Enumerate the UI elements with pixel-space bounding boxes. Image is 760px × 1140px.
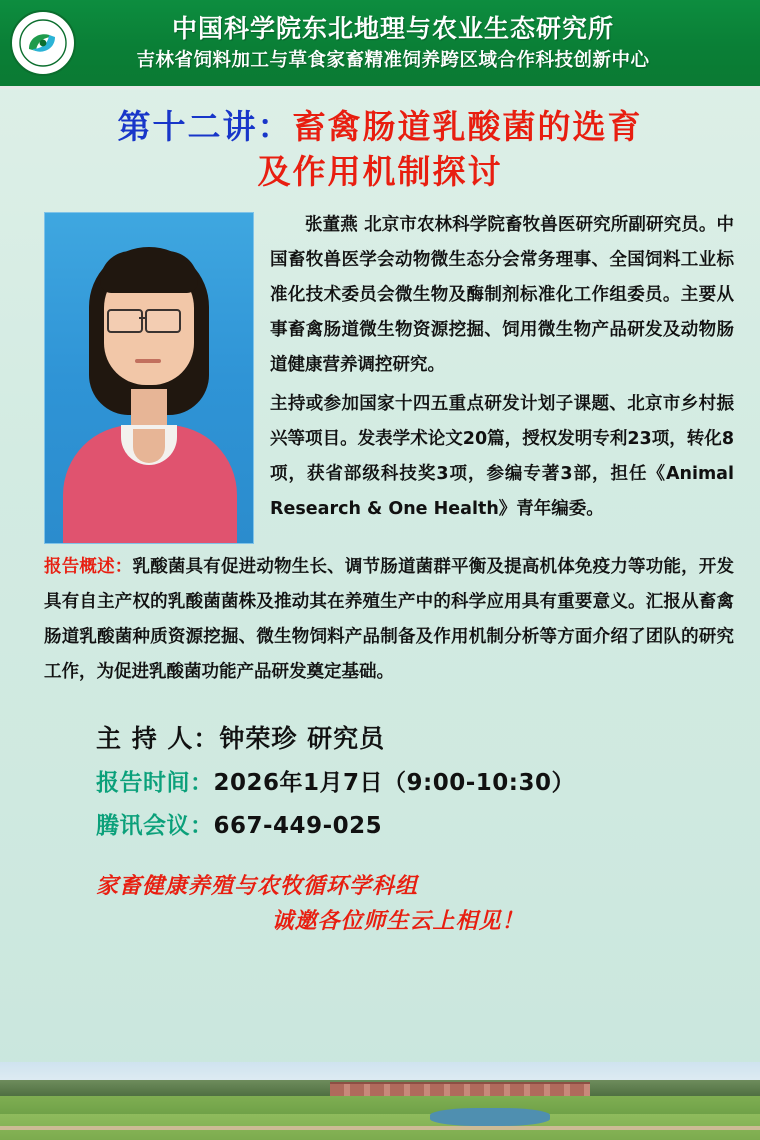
portrait-glasses-left [107, 309, 143, 333]
poster-header [0, 0, 760, 89]
time-row [96, 762, 760, 805]
meta-section [96, 716, 760, 847]
lecture-title [0, 105, 760, 194]
abstract-text: 乳酸菌具有促进动物生长、调节肠道菌群平衡及提高机体免疫力等功能，开发具有自主产权的乳酸菌菌株及推动其在养殖生产中的科学应用具有重要意义。汇报从畜禽肠道乳酸菌种质资源挖掘、微生物饲料产品制备及作用机制分析等方面介绍了团队的研究工作，为促进乳酸菌功能产品研发奠定基础。 [44, 557, 735, 683]
meeting-label: 腾讯会议： [96, 812, 214, 839]
time-value: 2026年1月7日（9:00-10:30） [213, 770, 575, 797]
portrait-glasses-right [145, 309, 181, 333]
research-group-name: 家畜健康养殖与农牧循环学科组 [96, 873, 419, 900]
band-road [0, 1126, 760, 1130]
host-value: 钟荣珍 研究员 [219, 724, 386, 754]
invitation-section [0, 869, 760, 935]
band-pond [430, 1108, 550, 1126]
speaker-section [44, 208, 734, 527]
meeting-id: 667-449-025 [213, 812, 383, 839]
portrait-mouth [135, 359, 161, 363]
band-field-upper [0, 1096, 760, 1116]
abstract-section [44, 550, 734, 690]
title-main-line1: 畜禽肠道乳酸菌的选育 [292, 107, 643, 146]
host-row [96, 716, 760, 762]
host-label: 主 持 人： [96, 724, 220, 754]
portrait-glasses-bridge [139, 317, 147, 319]
title-first-line [0, 105, 760, 150]
portrait-chest [133, 429, 165, 463]
title-prefix: 第十二讲： [117, 107, 293, 146]
speaker-bio-paragraph-1: 张董燕 北京市农林科学院畜牧兽医研究所副研究员。中国畜牧兽医学会动物微生态分会常务理事、全国饲料工业标准化技术委员会微生物及酶制剂标准化工作组委员。主要从事畜禽肠道微生物资源挖掘、饲用微生物产品研发及动物肠道健康营养调控研究。 [270, 215, 734, 376]
campus-photo-band [0, 1062, 760, 1140]
time-label: 报告时间： [96, 770, 214, 797]
portrait-fringe [100, 251, 198, 293]
institute-emblem-icon [0, 0, 86, 86]
center-name: 吉林省饲料加工与草食家畜精准饲养跨区域合作科技创新中心 [136, 50, 650, 72]
speaker-portrait [44, 212, 254, 544]
title-main-line2: 及作用机制探讨 [257, 151, 503, 191]
speaker-bio-paragraph-2: 主持或参加国家十四五重点研发计划子课题、北京市乡村振兴等项目。发表学术论文20篇，授权发明专利23项，转化8项，获省部级科技奖3项，参编专著3部，担任《Animal Research & One Health》青年编委。 [270, 394, 734, 520]
logo-mark-icon [19, 19, 67, 67]
invitation-text: 诚邀各位师生云上相见！ [271, 908, 525, 935]
header-text-block [86, 13, 760, 73]
meeting-row [96, 805, 760, 848]
institute-name: 中国科学院东北地理与农业生态研究所 [171, 14, 614, 44]
abstract-label: 报告概述： [44, 557, 133, 578]
